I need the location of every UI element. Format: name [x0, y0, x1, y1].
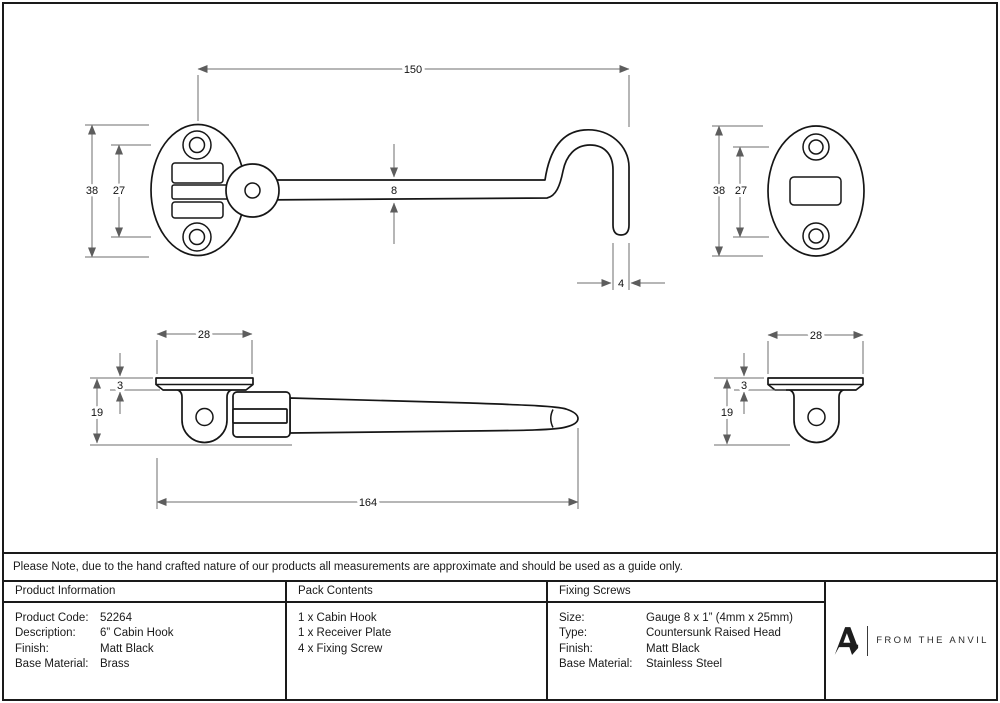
row-value: Matt Black — [646, 642, 700, 655]
dim-label-28: 28 — [809, 330, 823, 342]
hook-arm-outline — [255, 130, 629, 235]
dim-label-27: 27 — [112, 185, 126, 197]
dim-label-19: 19 — [720, 407, 734, 419]
dim-label-150: 150 — [403, 64, 423, 76]
row-label: Description: — [15, 627, 76, 640]
row-value: Matt Black — [100, 642, 154, 655]
receiver-bracket — [786, 389, 847, 443]
table-header-divider — [4, 601, 824, 603]
note-text: Please Note, due to the hand crafted nature of our products all measurements are approximate and should be used as a guide only. — [13, 561, 683, 573]
dim-label-8: 8 — [390, 185, 398, 197]
pack-item: 1 x Receiver Plate — [298, 627, 392, 640]
dim-label-38: 38 — [85, 185, 99, 197]
hook-top-view — [85, 64, 665, 290]
table-row — [15, 611, 285, 626]
dim-label-164: 164 — [358, 497, 378, 509]
fixing-screws-title: Fixing Screws — [559, 585, 631, 597]
brand-cell — [824, 582, 996, 699]
anvil-logo-icon — [833, 626, 859, 656]
row-value: Stainless Steel — [646, 657, 723, 670]
pack-item: 1 x Cabin Hook — [298, 612, 377, 624]
product-information-title: Product Information — [15, 585, 116, 597]
fixing-screws-cell — [546, 582, 824, 699]
dim-label-3: 3 — [116, 380, 124, 392]
product-information-cell — [4, 582, 285, 699]
row-value: Gauge 8 x 1” (4mm x 25mm) — [646, 612, 793, 624]
row-label: Base Material: — [559, 657, 633, 670]
dim-label-28: 28 — [197, 329, 211, 341]
row-value: Countersunk Raised Head — [646, 627, 781, 640]
table-row — [559, 642, 824, 657]
table-row — [559, 611, 824, 626]
row-label: Finish: — [559, 642, 593, 655]
dim-label-4: 4 — [617, 278, 625, 290]
row-value: 52264 — [100, 612, 132, 624]
table-row — [559, 626, 824, 641]
row-value: 6” Cabin Hook — [100, 627, 174, 640]
pack-item: 4 x Fixing Screw — [298, 642, 383, 655]
pack-contents-cell — [285, 582, 546, 699]
row-label: Finish: — [15, 642, 49, 655]
receiver-top-view — [712, 126, 864, 256]
row-label: Size: — [559, 612, 585, 624]
dim-label-27: 27 — [734, 185, 748, 197]
row-label: Type: — [559, 627, 588, 640]
table-row — [559, 657, 824, 672]
table-row — [15, 642, 285, 657]
table-row — [15, 626, 285, 641]
pack-contents-title: Pack Contents — [298, 585, 373, 597]
dim-label-19: 19 — [90, 407, 104, 419]
receiver-side-view — [714, 330, 863, 445]
hook-bracket — [174, 389, 235, 443]
row-label: Base Material: — [15, 657, 89, 670]
dim-label-38: 38 — [712, 185, 726, 197]
row-label: Product Code: — [15, 612, 89, 624]
brand-divider — [867, 626, 868, 656]
brand-name: FROM THE ANVIL — [876, 635, 989, 646]
hook-side-view — [90, 329, 578, 509]
row-value: Brass — [100, 657, 130, 670]
dim-label-3: 3 — [740, 380, 748, 392]
measurement-note — [2, 552, 998, 582]
table-row — [15, 657, 285, 672]
hook-rod-taper — [290, 398, 578, 433]
